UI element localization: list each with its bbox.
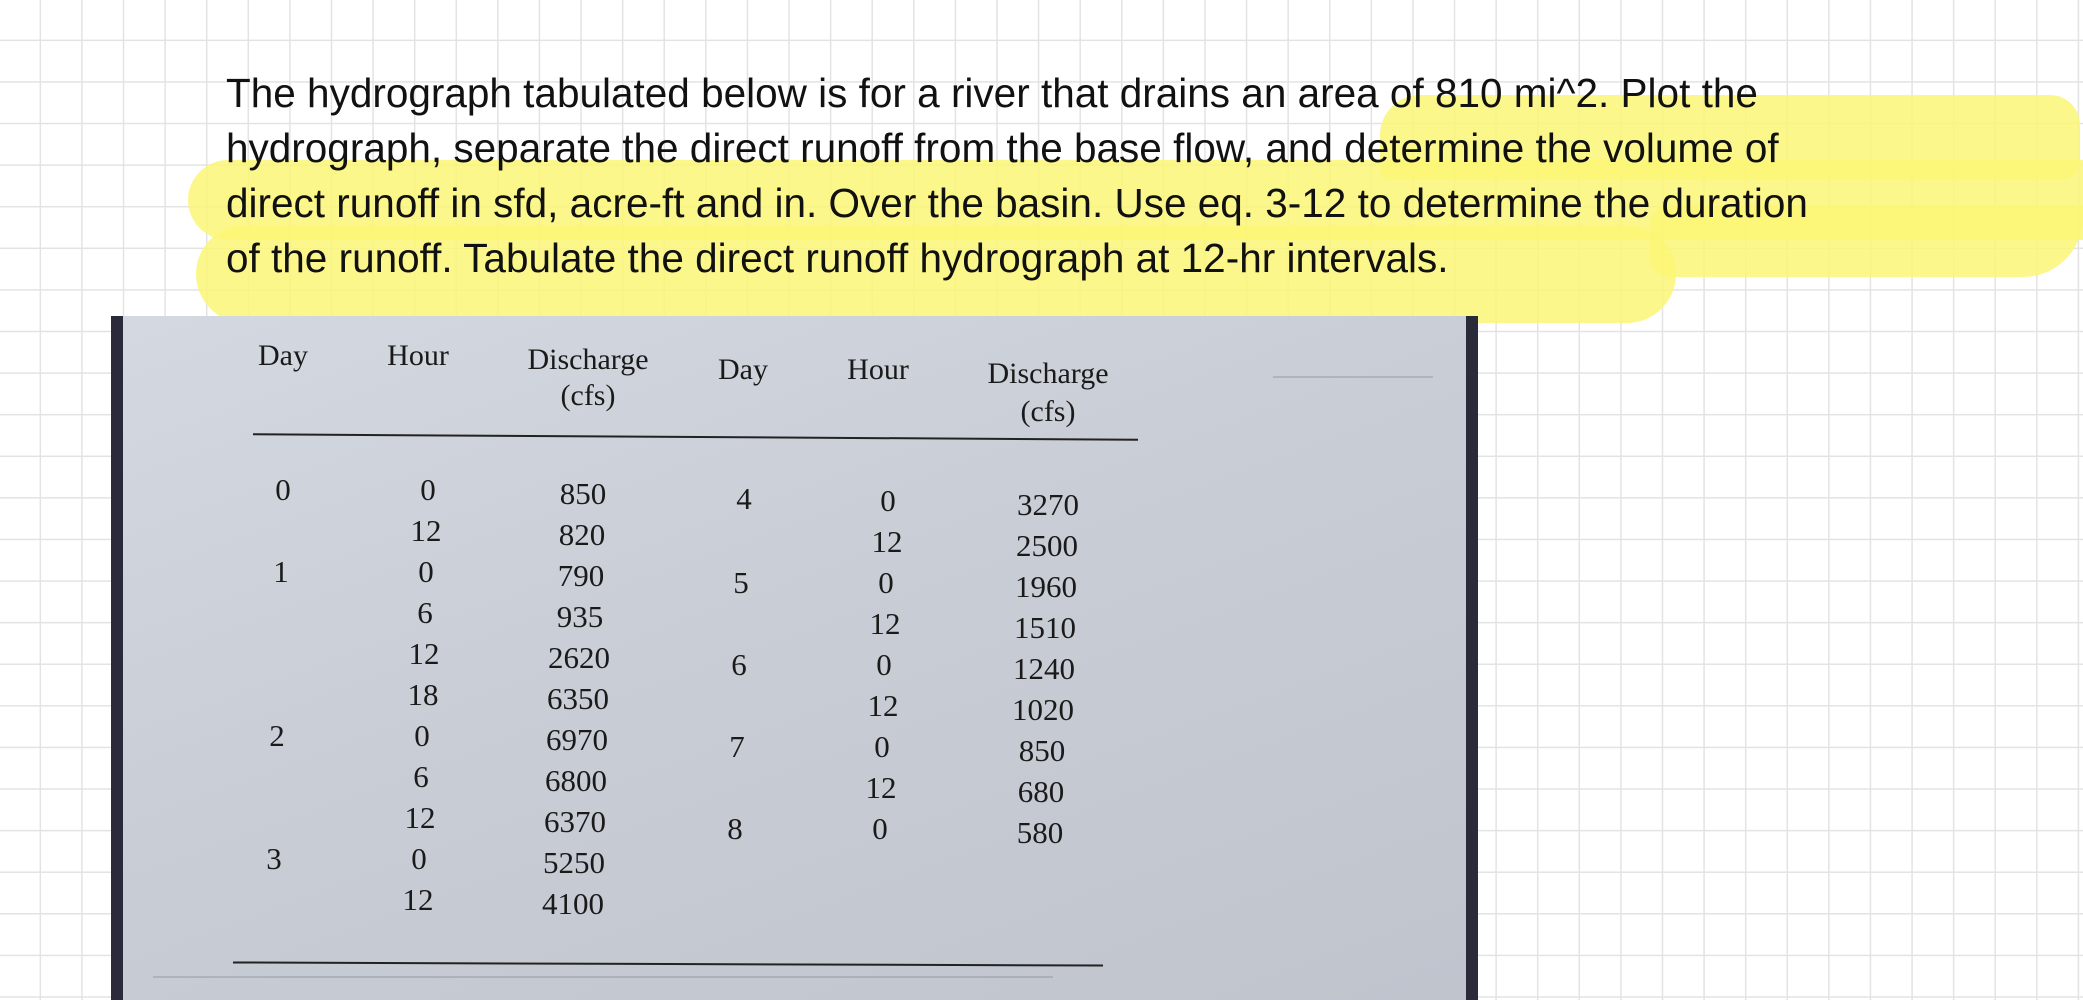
problem-line: hydrograph, separate the direct runoff from the base flow, and determine the volume of [226, 125, 1779, 171]
discharge-cell: 820 [558, 517, 606, 552]
hour-cell: 0 [880, 483, 896, 518]
discharge-cell: 680 [1017, 774, 1065, 809]
hour-cell: 0 [420, 472, 436, 507]
hour-cell: 6 [413, 759, 429, 794]
hour-cell: 0 [418, 554, 434, 589]
hour-cell: 0 [876, 647, 892, 682]
header-discharge: Discharge [527, 343, 649, 376]
bleed-through-texture [1273, 346, 1433, 378]
header-day: Day [258, 339, 308, 372]
header-unit: (cfs) [560, 379, 616, 412]
day-cell: 2 [269, 718, 285, 753]
day-cell: 0 [275, 472, 291, 507]
header-rule [253, 433, 1138, 440]
discharge-cell: 6370 [544, 804, 606, 839]
hour-cell: 12 [871, 524, 903, 559]
day-cell: 6 [731, 647, 747, 682]
discharge-cell: 1020 [1012, 692, 1074, 727]
hour-cell: 18 [407, 677, 439, 712]
header-unit: (cfs) [1020, 395, 1076, 428]
discharge-cell: 790 [557, 558, 605, 593]
day-cell: 8 [727, 811, 743, 846]
day-cell: 5 [733, 565, 749, 600]
day-cell: 3 [266, 841, 282, 876]
problem-line: direct runoff in sfd, acre-ft and in. Over the basin. Use eq. 3-12 to determine the duration [226, 180, 1808, 226]
discharge-cell: 1510 [1014, 610, 1076, 645]
hour-cell: 12 [410, 513, 442, 548]
day-cell: 1 [273, 554, 289, 589]
hour-cell: 12 [869, 606, 901, 641]
hour-cell: 0 [872, 811, 888, 846]
problem-statement [226, 66, 2076, 286]
hour-cell: 0 [874, 729, 890, 764]
discharge-cell: 1960 [1015, 569, 1077, 604]
discharge-cell: 5250 [543, 845, 605, 880]
discharge-cell: 6970 [546, 722, 608, 757]
footer-rule [233, 961, 1103, 966]
problem-line: The hydrograph tabulated below is for a river that drains an area of 810 mi^2. Plot the [226, 70, 1758, 116]
table-photo [111, 316, 1478, 1000]
hour-cell: 12 [408, 636, 440, 671]
discharge-cell: 2620 [548, 640, 610, 675]
discharge-cell: 4100 [542, 886, 604, 921]
header-day: Day [718, 353, 768, 386]
hour-cell: 12 [865, 770, 897, 805]
problem-line: of the runoff. Tabulate the direct runoff hydrograph at 12-hr intervals. [226, 235, 1449, 281]
discharge-cell: 6800 [545, 763, 607, 798]
discharge-cell: 6350 [547, 681, 609, 716]
discharge-cell: 850 [559, 476, 607, 511]
header-hour: Hour [847, 353, 909, 386]
discharge-cell: 3270 [1017, 487, 1079, 522]
discharge-cell: 850 [1018, 733, 1066, 768]
header-hour: Hour [387, 339, 449, 372]
hour-cell: 12 [404, 800, 436, 835]
hour-cell: 0 [411, 841, 427, 876]
hour-cell: 12 [867, 688, 899, 723]
hour-cell: 0 [414, 718, 430, 753]
header-discharge: Discharge [987, 357, 1109, 390]
day-cell: 7 [729, 729, 745, 764]
hour-cell: 12 [402, 882, 434, 917]
discharge-cell: 2500 [1016, 528, 1078, 563]
hour-cell: 0 [878, 565, 894, 600]
discharge-cell: 935 [556, 599, 604, 634]
day-cell: 4 [736, 481, 752, 516]
discharge-cell: 580 [1016, 815, 1064, 850]
bleed-through-texture [153, 976, 1053, 998]
discharge-cell: 1240 [1013, 651, 1075, 686]
hour-cell: 6 [417, 595, 433, 630]
